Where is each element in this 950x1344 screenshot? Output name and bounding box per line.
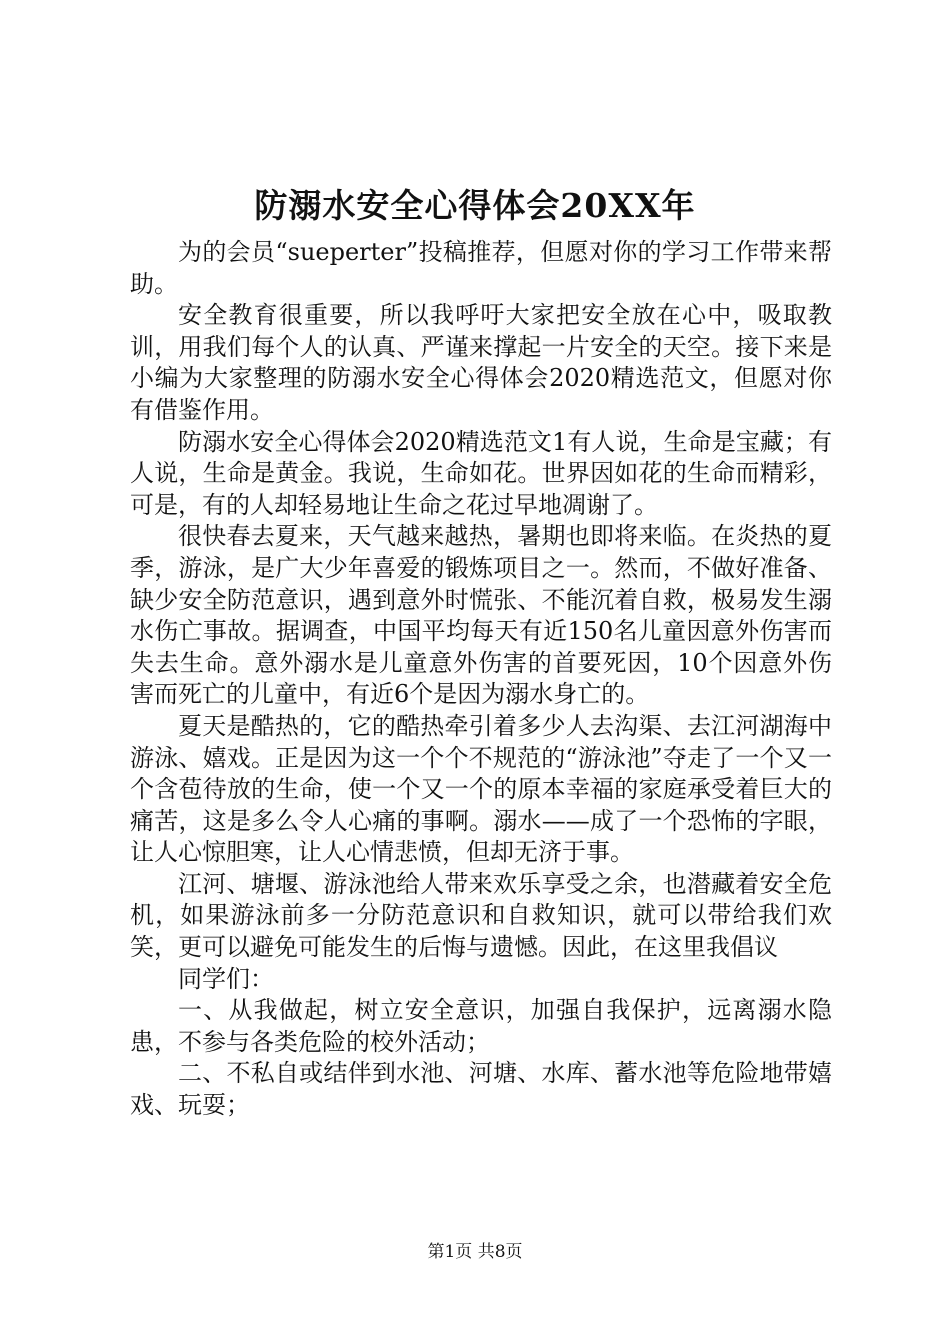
paragraph: 二、不私自或结伴到水池、河塘、水库、蓄水池等危险地带嬉戏、玩耍； [130,1059,832,1120]
paragraph: 江河、塘堰、游泳池给人带来欢乐享受之余，也潜藏着安全危机，如果游泳前多一分防范意识和自救知识，就可以带给我们欢笑，更可以避免可能发生的后悔与遗憾。因此，在这里我倡议 [130,869,832,962]
paragraph: 很快春去夏来，天气越来越热，暑期也即将来临。在炎热的夏季，游泳，是广大少年喜爱的锻炼项目之一。然而，不做好准备、缺少安全防范意识，遇到意外时慌张、不能沉着自救，极易发生溺水伤亡事故。据调查，中国平均每天有近150名儿童因意外伤害而失去生命。意外溺水是儿童意外伤害的首要死因，10个因意外伤害而死亡的儿童中，有近6个是因为溺水身亡的。 [130,522,832,709]
paragraph: 夏天是酷热的，它的酷热牵引着多少人去沟渠、去江河湖海中游泳、嬉戏。正是因为这一个个不规范的“游泳池”夺走了一个又一个含苞待放的生命，使一个又一个的原本幸福的家庭承受着巨大的痛苦，这是多么令人心痛的事啊。溺水——成了一个恐怖的字眼，让人心惊胆寒，让人心情悲愤，但却无济于事。 [130,711,832,867]
paragraph: 防溺水安全心得体会2020精选范文1有人说，生命是宝藏；有人说，生命是黄金。我说，生命如花。世界因如花的生命而精彩，可是，有的人却轻易地让生命之花过早地凋谢了。 [130,427,832,519]
paragraph: 安全教育很重要，所以我呼吁大家把安全放在心中，吸取教训，用我们每个人的认真、严谨来撑起一片安全的天空。接下来是小编为大家整理的防溺水安全心得体会2020精选范文，但愿对你有借鉴作用。 [130,301,832,424]
document-title: 防溺水安全心得体会20XX年 [254,186,696,225]
paragraph: 同学们： [178,964,274,993]
paragraph: 为的会员“sueperter”投稿推荐，但愿对你的学习工作带来帮助。 [130,238,832,298]
page-footer: 第1页 共8页 [427,1242,523,1262]
document-body [130,237,832,1122]
paragraph: 一、从我做起，树立安全意识，加强自我保护，远离溺水隐患，不参与各类危险的校外活动； [130,996,832,1056]
